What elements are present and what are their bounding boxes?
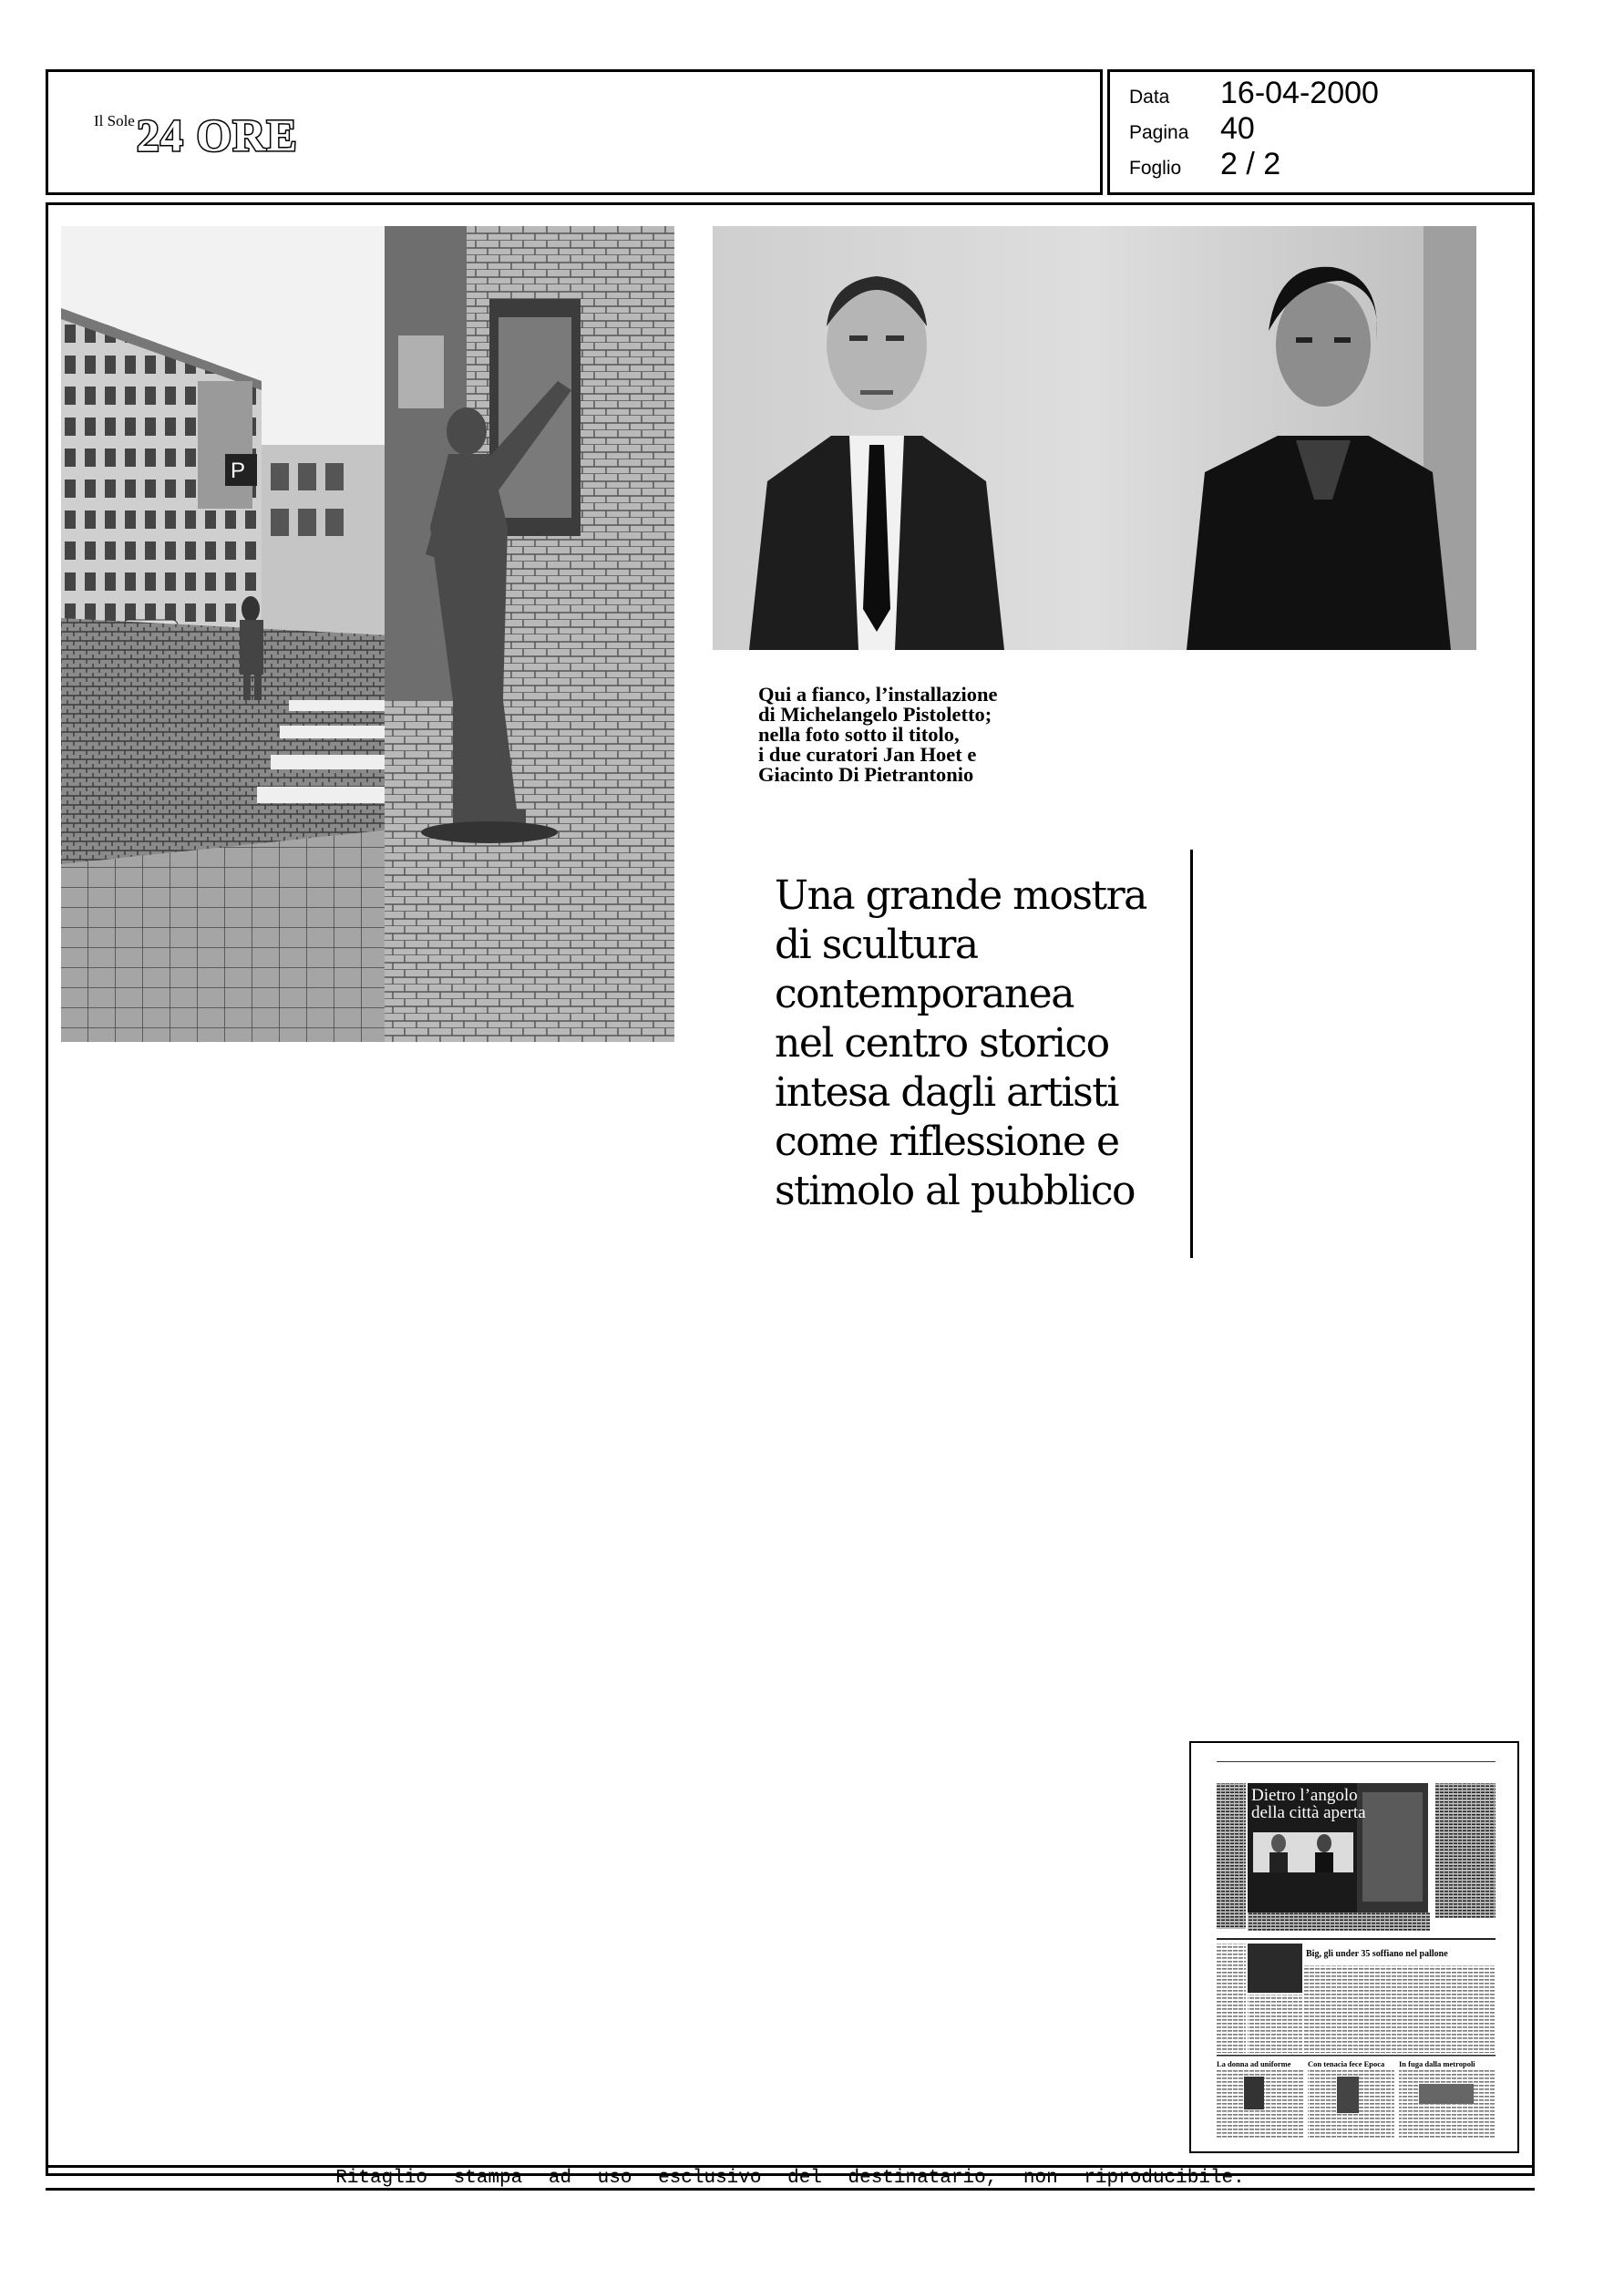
thumbnail-headline: La donna ad uniforme: [1217, 2059, 1291, 2068]
caption-line: nella foto sotto il titolo,: [758, 723, 960, 746]
thumbnail-headline: Big, gli under 35 soffiano nel pallone: [1306, 1949, 1448, 1959]
headline-line: nel centro storico: [775, 1020, 1109, 1067]
thumbnail-headline: In fuga dalla metropoli: [1399, 2059, 1475, 2068]
thumbnail-title-line: della città aperta: [1251, 1803, 1366, 1822]
header-logo-box: [46, 69, 1103, 195]
caption-line: Giacinto Di Pietrantonio: [758, 763, 974, 786]
meta-label: Pagina: [1129, 122, 1189, 143]
thumbnail-page: [1217, 1756, 1496, 2139]
headline-line: Una grande mostra: [775, 872, 1146, 919]
newspaper-logo: [94, 108, 298, 161]
photo-caption: [758, 685, 1123, 785]
page-thumbnail: [1189, 1741, 1519, 2153]
svg-text:P: P: [231, 459, 246, 483]
article-subheadline: [775, 871, 1203, 1216]
headline-line: intesa dagli artisti: [775, 1069, 1118, 1116]
curators-photo: [713, 226, 1476, 650]
headline-line: di scultura: [775, 922, 978, 968]
thumbnail-headline: Con tenacia fece Epoca: [1308, 2059, 1385, 2068]
meta-row-sheet: [1129, 147, 1280, 182]
footer-disclaimer: [46, 2165, 1535, 2191]
meta-value: 2 / 2: [1220, 147, 1281, 181]
meta-value: 16-04-2000: [1220, 76, 1379, 110]
meta-row-page: [1129, 111, 1255, 147]
caption-line: di Michelangelo Pistoletto;: [758, 703, 992, 726]
thumbnail-title-line: Dietro l’angolo: [1251, 1786, 1358, 1805]
caption-line: Qui a fianco, l’installazione: [758, 683, 998, 706]
headline-line: come riflessione e: [775, 1119, 1119, 1165]
statue-street-photo: [61, 226, 674, 1042]
logo-small-text: Il Sole: [94, 112, 135, 129]
meta-label: Data: [1129, 87, 1170, 108]
headline-line: contemporanea: [775, 971, 1074, 1017]
meta-value: 40: [1220, 111, 1255, 146]
logo-big-text: 24 ORE: [136, 109, 298, 160]
header-meta-box: [1107, 69, 1535, 195]
caption-line: i due curatori Jan Hoet e: [758, 743, 977, 766]
meta-label: Foglio: [1129, 158, 1182, 179]
headline-line: stimolo al pubblico: [775, 1168, 1135, 1214]
meta-row-date: [1129, 76, 1379, 111]
headline-side-rule: [1190, 850, 1193, 1258]
footer-text: Ritaglio stampa ad uso esclusivo del destinatario, non riproducibile.: [335, 2167, 1245, 2189]
